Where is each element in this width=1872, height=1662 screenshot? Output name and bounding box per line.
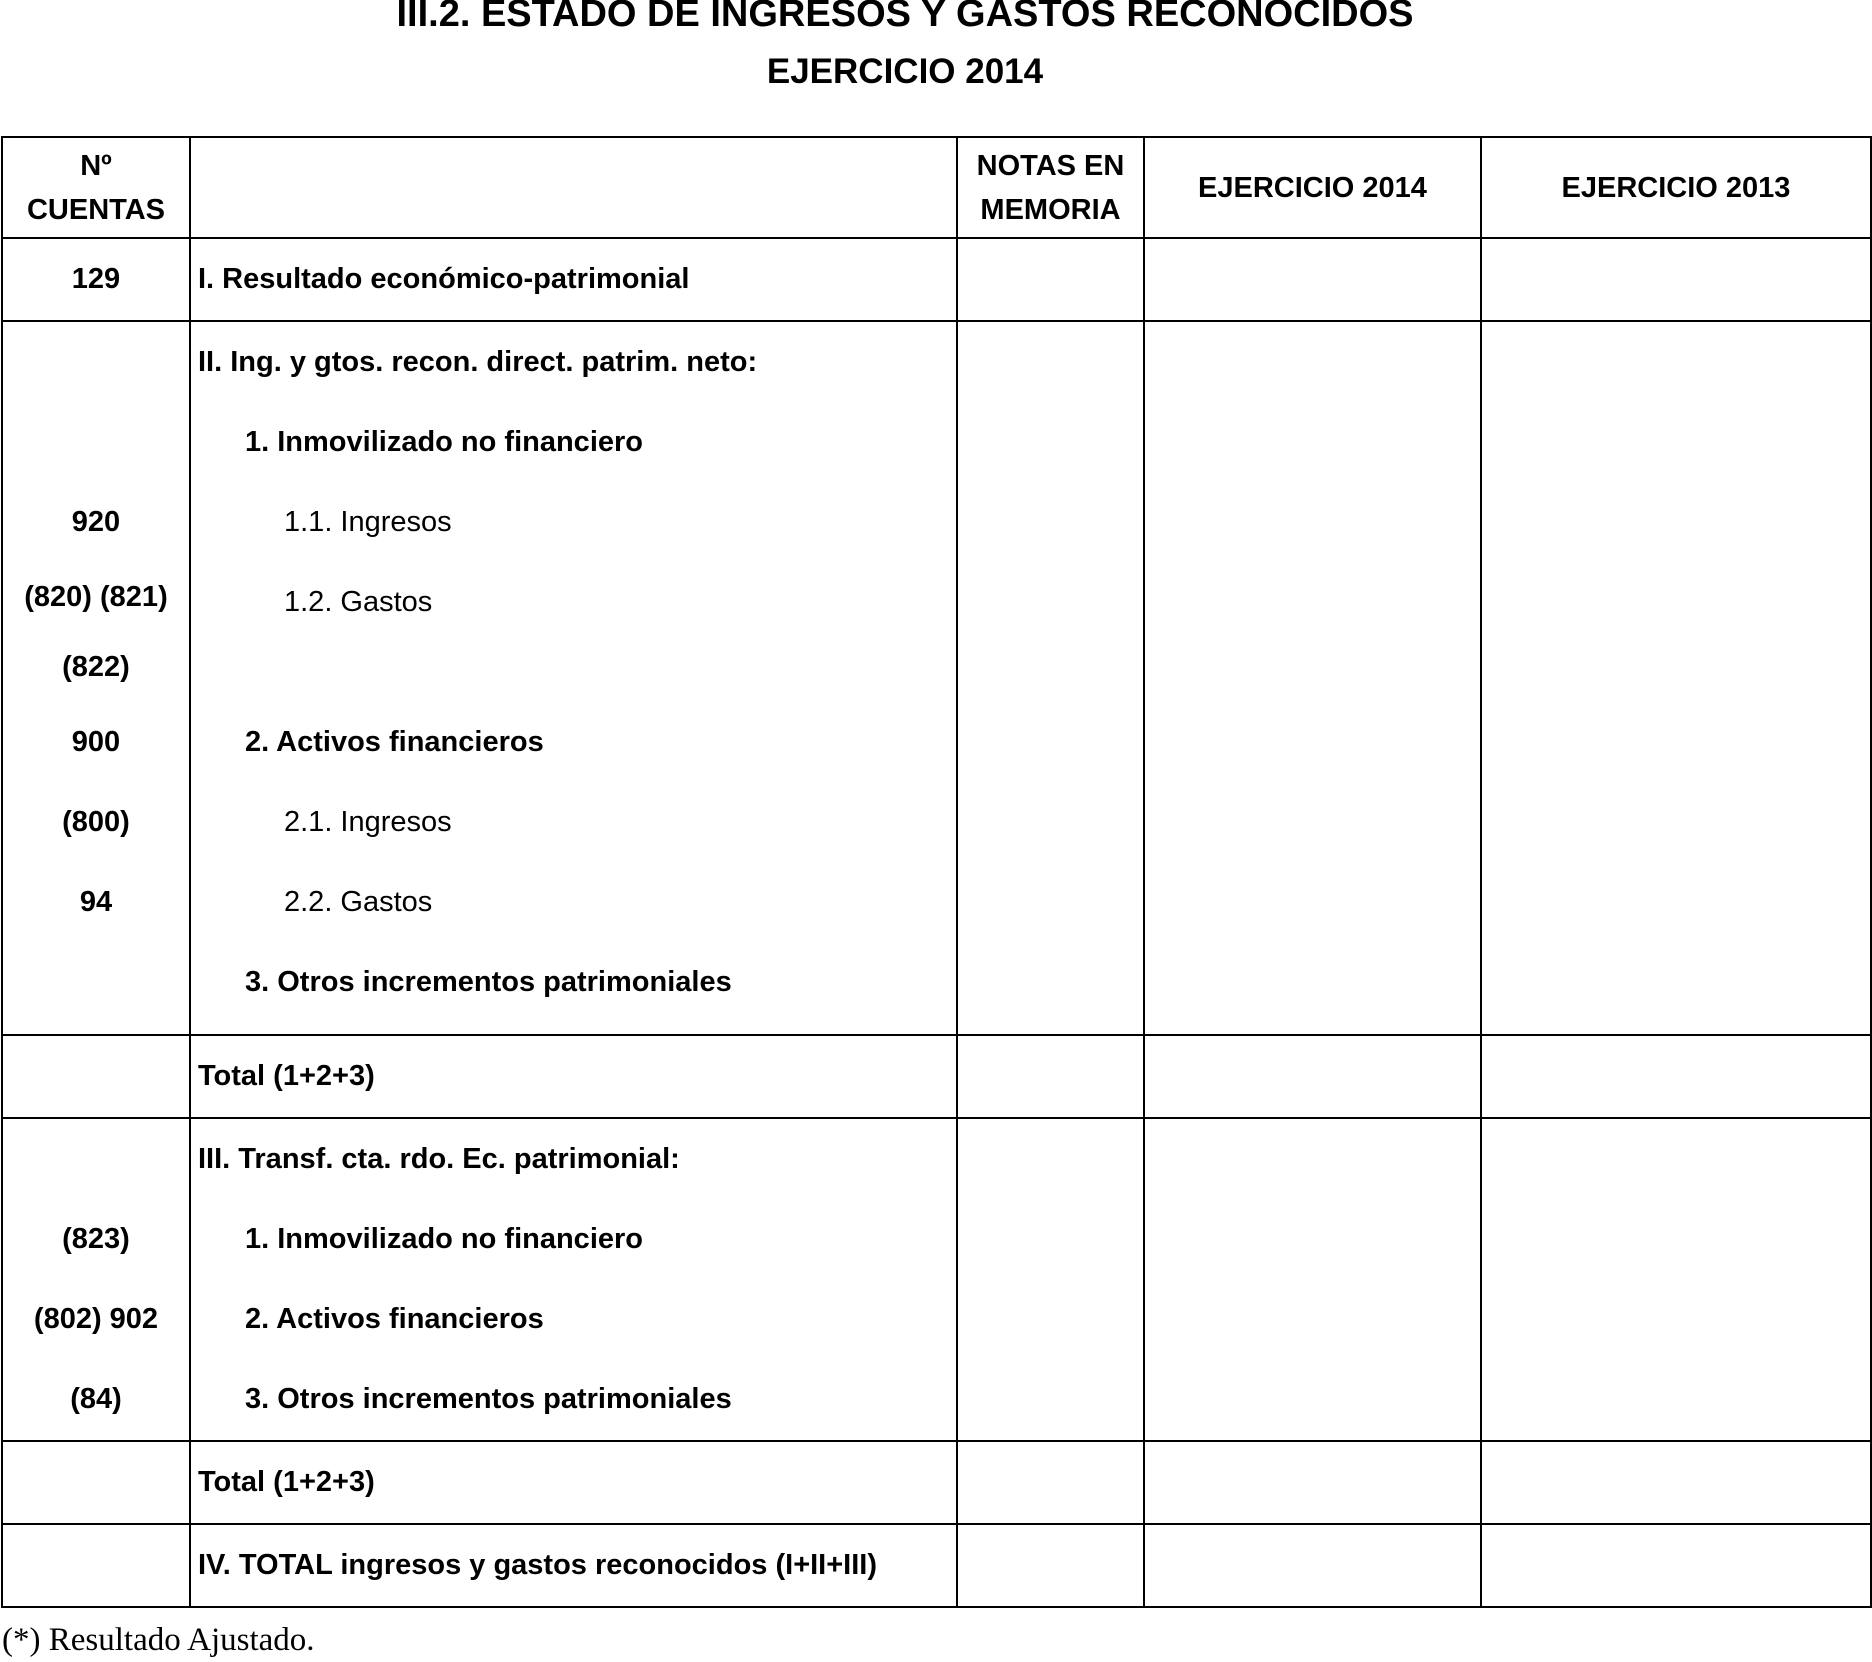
item-otros-incrementos: 3. Otros incrementos patrimoniales (245, 1383, 732, 1415)
cuenta-802-902: (802) 902 (33, 1303, 159, 1335)
header-ejercicio-2013: EJERCICIO 2013 (1481, 137, 1871, 238)
header-cuentas (2, 137, 190, 238)
cuenta-920: 920 (71, 506, 121, 538)
item-activos-financieros: 2. Activos financieros (245, 726, 544, 758)
page-subtitle: EJERCICIO 2014 (766, 52, 1044, 91)
ejercicio-2014-cell (1144, 1035, 1481, 1118)
spacer (3, 1119, 189, 1199)
item-inmovilizado: 1. Inmovilizado no financiero (245, 426, 643, 458)
block-II-heading: II. Ing. y gtos. recon. direct. patrim. neto: (198, 346, 758, 378)
cuenta-cell: 129 (2, 238, 190, 321)
page-title: III.2. ESTADO DE INGRESOS Y GASTOS RECONOCIDOS (396, 0, 1414, 35)
item-inmovilizado: 1. Inmovilizado no financiero (245, 1223, 643, 1255)
block-III-heading: III. Transf. cta. rdo. Ec. patrimonial: (198, 1143, 680, 1175)
notas-cell (957, 238, 1144, 321)
table-row-total-IV (2, 1524, 1871, 1607)
concepto-cell: Total (1+2+3) (190, 1035, 957, 1118)
header-concepto (190, 137, 957, 238)
cuenta-822: (822) (62, 651, 130, 683)
table-row-resultado (2, 238, 1871, 321)
cuenta-823: (823) (62, 1223, 130, 1255)
item-ingresos: 2.1. Ingresos (284, 806, 452, 838)
concepto-cell: I. Resultado económico-patrimonial (190, 238, 957, 321)
ejercicio-2013-cell (1481, 1118, 1871, 1441)
cuenta-cell (2, 1524, 190, 1607)
table-row-total-III (2, 1441, 1871, 1524)
concepto-cell (190, 321, 957, 1035)
cuenta-84: (84) (70, 1383, 122, 1415)
item-gastos: 1.2. Gastos (284, 586, 433, 618)
concepto-cell (190, 1118, 957, 1441)
table-row-total-II (2, 1035, 1871, 1118)
ejercicio-2013-cell (1481, 1035, 1871, 1118)
header-notas-line2: MEMORIA (980, 193, 1121, 226)
header-cuentas-line1: Nº (80, 149, 112, 182)
statement-table (1, 136, 1872, 1608)
cuenta-820-821: (820) (821) (24, 581, 168, 613)
ejercicio-2013-cell (1481, 321, 1871, 1035)
ejercicio-2013-cell (1481, 1441, 1871, 1524)
concepto-cell: Total (1+2+3) (190, 1441, 957, 1524)
notas-cell (957, 1524, 1144, 1607)
cuenta-94: 94 (79, 886, 113, 918)
spacer (3, 402, 189, 482)
item-otros-incrementos: 3. Otros incrementos patrimoniales (245, 966, 732, 998)
cuenta-cell (2, 1441, 190, 1524)
ejercicio-2013-cell (1481, 1524, 1871, 1607)
header-ejercicio-2014: EJERCICIO 2014 (1144, 137, 1481, 238)
notas-cell (957, 1118, 1144, 1441)
table-row-block-III (2, 1118, 1871, 1441)
table-row-block-II (2, 321, 1871, 1035)
cuenta-cell (2, 321, 190, 1035)
ejercicio-2014-cell (1144, 1524, 1481, 1607)
concepto-cell: IV. TOTAL ingresos y gastos reconocidos (I+II+III) (190, 1524, 957, 1607)
notas-cell (957, 321, 1144, 1035)
notas-cell (957, 1441, 1144, 1524)
ejercicio-2014-cell (1144, 238, 1481, 321)
cuenta-900: 900 (71, 726, 121, 758)
footnote: (*) Resultado Ajustado. (2, 1622, 315, 1658)
cuenta-cell (2, 1035, 190, 1118)
spacer (3, 322, 189, 402)
ejercicio-2013-cell (1481, 238, 1871, 321)
ejercicio-2014-cell (1144, 1441, 1481, 1524)
item-activos-financieros: 2. Activos financieros (245, 1303, 544, 1335)
item-ingresos: 1.1. Ingresos (284, 506, 452, 538)
header-cuentas-line2: CUENTAS (26, 193, 166, 226)
header-notas (957, 137, 1144, 238)
notas-cell (957, 1035, 1144, 1118)
table-header-row (2, 137, 1871, 238)
header-notas-line1: NOTAS EN (976, 149, 1125, 182)
ejercicio-2014-cell (1144, 321, 1481, 1035)
cuenta-cell (2, 1118, 190, 1441)
item-gastos: 2.2. Gastos (284, 886, 433, 918)
cuenta-800: (800) (62, 806, 130, 838)
ejercicio-2014-cell (1144, 1118, 1481, 1441)
